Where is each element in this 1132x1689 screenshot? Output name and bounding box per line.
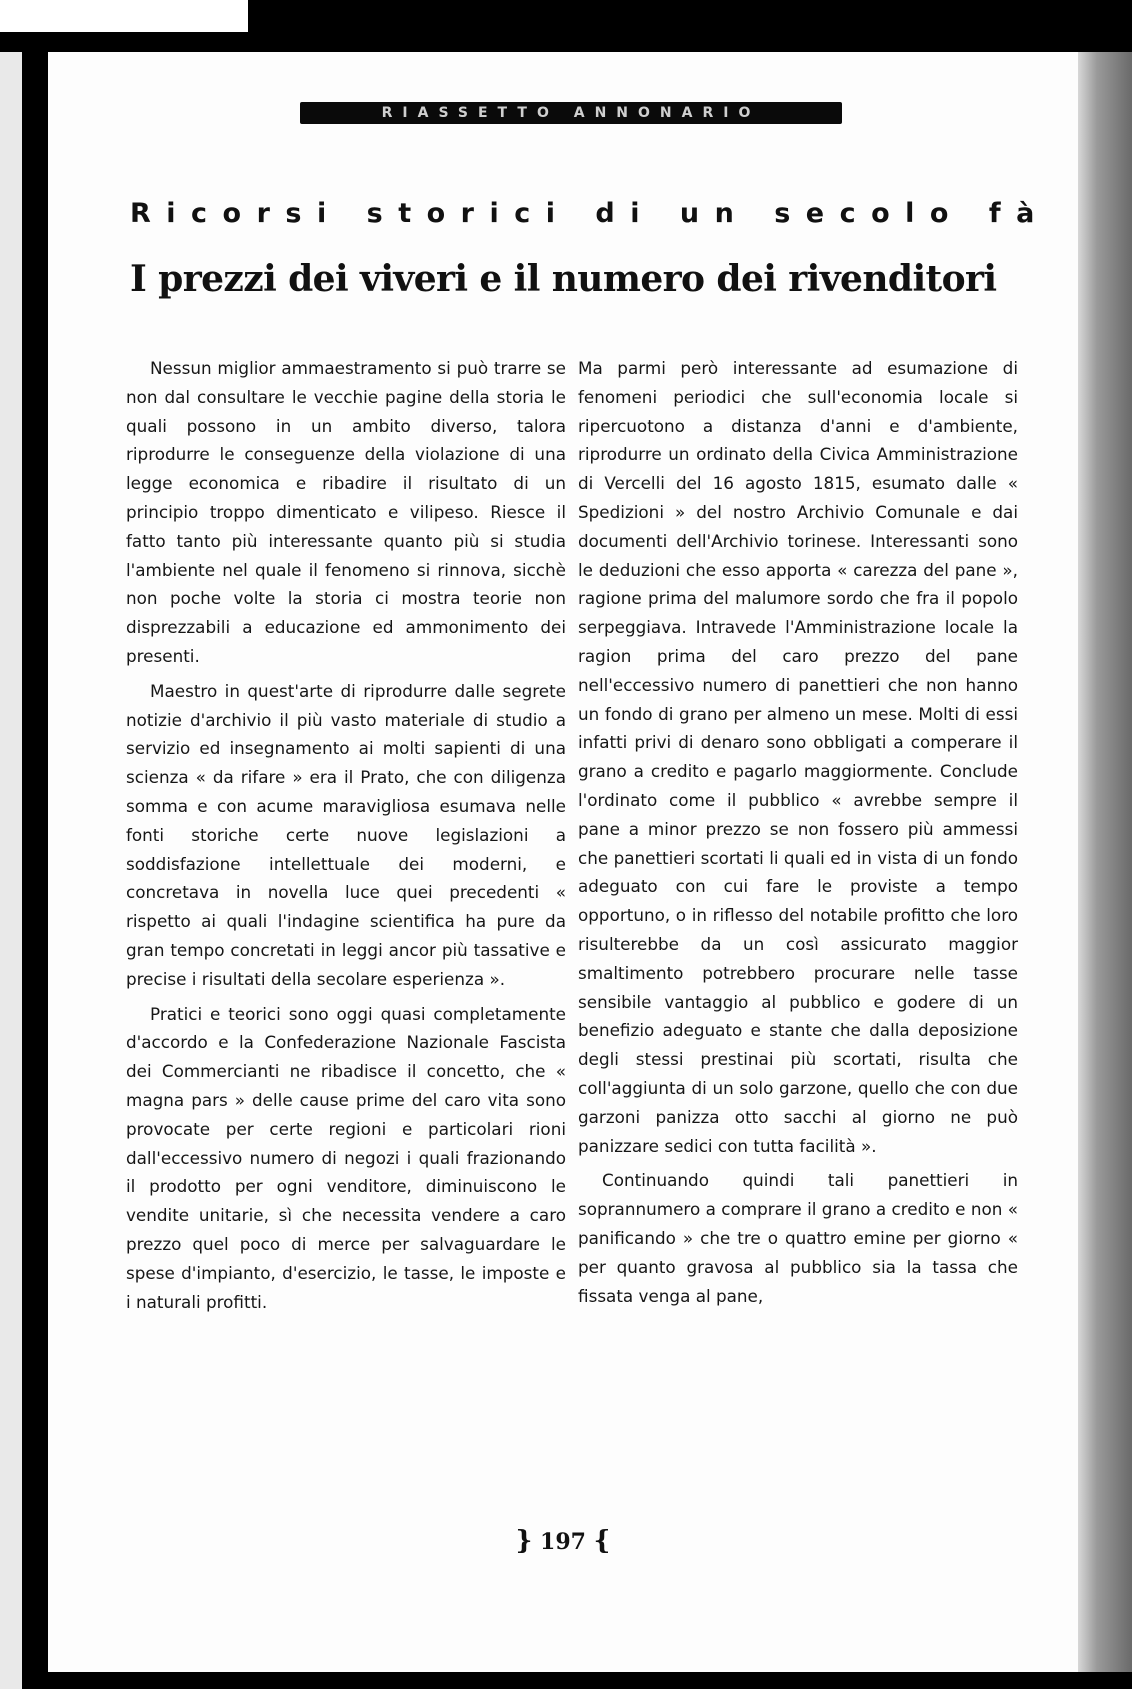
text-column-right [578,354,1018,1316]
paragraph: Continuando quindi tali panettieri in soprannumero a comprare il grano a credito e non « panificando » che tre o quattro emine per giorno « per quanto gravosa al pubblico sia la tassa che fissata venga al pane, [578,1170,1018,1306]
scan-border-notch [0,0,248,32]
scan-page-gutter-right [1078,52,1132,1689]
article-title: I prezzi dei viveri e il numero dei rivenditori [130,258,997,300]
page-number: 197 [540,1529,586,1555]
scan-border-left-edge [0,52,22,1689]
paragraph: Nessun miglior ammaestramento si può trarre se non dal consultare le vecchie pagine della storia le quali possono in un ambito diverso, talora riprodurre le conseguenze della violazione di una legge economica e ribadire il risultato di un principio troppo dimenticato e vilipeso. Riesce il fatto tanto più interessante quanto più si studia l'ambiente nel quale il fenomeno si rinnova, sicchè non poche volte la storia ci mostra teorie non disprezzabili a educazione ed ammonimento dei presenti. [126,358,566,666]
paragraph: Ma parmi però interessante ad esumazione di fenomeni periodici che sull'economia locale si ripercuotono a distanza d'anni e d'ambiente, riprodurre un ordinato della Civica Amministrazione di Vercelli del 16 agosto 1815, esumato dalle « Spedizioni » del nostro Archivio Comunale e dai documenti dell'Archivio torinese. Interessanti sono le deduzioni che esso apporta « carezza del pane », ragione prima del malumore sordo che fra il popolo serpeggiava. Intravede l'Amministrazione locale la ragion prima del caro prezzo del pane nell'eccessivo numero di panettieri che non hanno un fondo di grano per almeno un mese. Molti di essi infatti privi di denaro sono obbligati a comperare il grano a credito e pagarlo maggiormente. Conclude l'ordinato come il pubblico « avrebbe sempre il pane a minor prezzo se non fossero più ammessi che panettieri scortati li quali ed in vista di un fondo adeguato con cui fare le proviste a tempo opportuno, o in riflesso del notabile profitto che loro risulterebbe da un così assicurato maggior smaltimento potrebbero procurare nelle tasse sensibile vantaggio al pubblico e godere di un benefizio adeguato e stante che dalla deposizione degli stessi prestinai più scortati, risulta che coll'aggiunta di un solo garzone, quello che con due garzoni panizza otto sacchi al giorno ne può panizzare sedici con tutta facilità ». [578,358,1018,1156]
magazine-page [48,52,1078,1672]
running-header-band: RIASSETTO ANNONARIO [300,102,842,124]
article-kicker: Ricorsi storici di un secolo fà [130,198,1050,229]
scan-border-bottom [48,1672,1132,1689]
paragraph: Pratici e teorici sono oggi quasi completamente d'accordo e la Confederazione Nazionale Fascista dei Commercianti ne ribadisce il concetto, che « magna pars » delle cause prime del caro vita sono provocate per certe regioni e particolari rioni dall'eccessivo numero di negozi i quali frazionando il prodotto per ogni venditore, diminuiscono le vendite unitarie, sì che necessita vendere a caro prezzo quel poco di merce per salvaguardare le spese d'impianto, d'esercizio, le tasse, le imposte e i naturali profitti. [126,1003,566,1312]
folio-ornament-right: { [593,1526,611,1556]
text-column-left [126,354,566,1322]
page-number-folio [508,1526,618,1556]
paragraph: Maestro in quest'arte di riprodurre dalle segrete notizie d'archivio il più vasto materiale di studio a servizio ed insegnamento ai molti sapienti di una scienza « da rifare » era il Prato, che con diligenza somma e con acume maravigliosa esumava nelle fonti storiche certe nuove legislazioni a soddisfazione intellettuale dei moderni, e concretava in novella luce quei precedenti « rispetto ai quali l'indagine scientifica ha pure da gran tempo concretati in leggi ancor più tassative e precise i risultati della secolare esperienza ». [126,680,566,989]
folio-ornament-left: } [515,1526,533,1556]
